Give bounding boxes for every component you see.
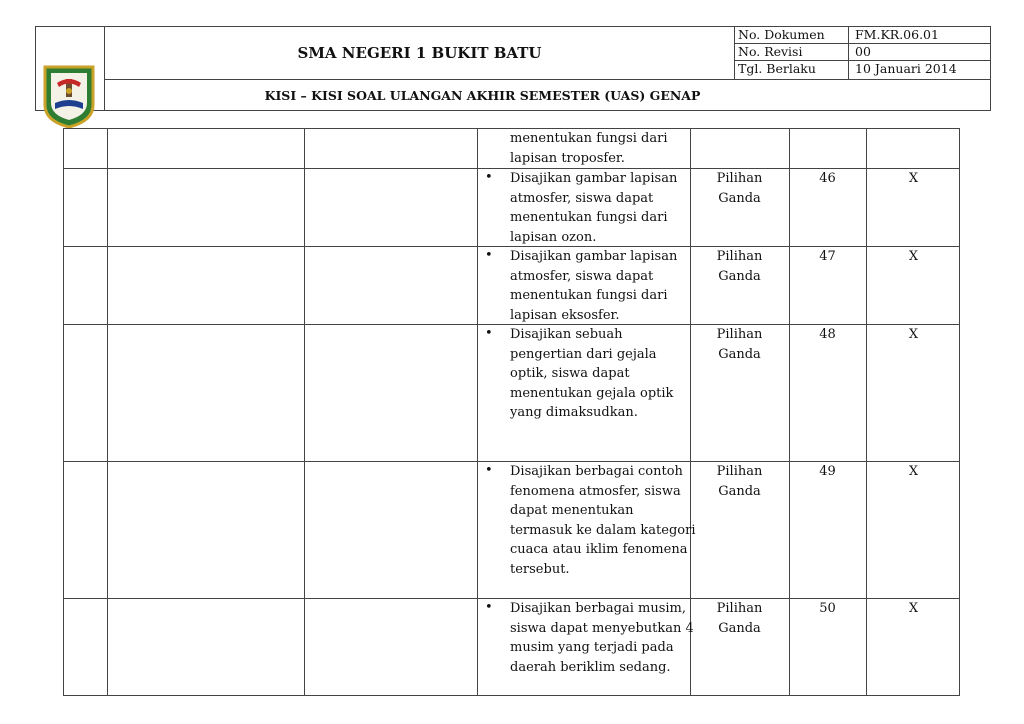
document-meta bbox=[734, 27, 991, 80]
question-mark: X bbox=[908, 249, 919, 264]
document-header bbox=[35, 26, 991, 111]
indicator-line: fenomena atmosfer, siswa bbox=[510, 483, 681, 499]
meta-row-document bbox=[735, 27, 991, 44]
indicator-line: atmosfer, siswa dapat bbox=[510, 190, 654, 206]
indicator-line: lapisan eksosfer. bbox=[510, 307, 620, 323]
indicator-line: termasuk ke dalam kategori bbox=[510, 522, 696, 538]
indicator-line: daerah beriklim sedang. bbox=[510, 659, 671, 675]
indicator-line: tersebut. bbox=[510, 561, 570, 577]
column-divider bbox=[107, 129, 108, 695]
column-divider bbox=[304, 129, 305, 695]
meta-row-revision bbox=[735, 44, 991, 61]
question-number: 50 bbox=[819, 601, 836, 616]
indicator-line: Disajikan gambar lapisan bbox=[510, 171, 678, 186]
indicator-line: yang dimaksudkan. bbox=[510, 405, 638, 421]
indicator-text bbox=[510, 247, 677, 325]
revision-value: 00 bbox=[855, 44, 871, 59]
indicator-text bbox=[510, 599, 694, 677]
document-subtitle bbox=[105, 80, 990, 110]
question-form: Pilihan Ganda bbox=[716, 464, 763, 499]
question-mark: X bbox=[908, 327, 919, 342]
question-mark: X bbox=[908, 171, 919, 186]
indicator-line: pengertian dari gejala bbox=[510, 346, 657, 362]
question-number: 47 bbox=[819, 249, 836, 264]
bullet-icon: • bbox=[485, 463, 493, 478]
effective-date-label: Tgl. Berlaku bbox=[735, 61, 849, 79]
logo-cell bbox=[36, 27, 105, 110]
question-form: Pilihan Ganda bbox=[716, 171, 763, 206]
indicator-text bbox=[510, 325, 673, 423]
indicator-text bbox=[510, 462, 695, 580]
question-grid-table bbox=[63, 128, 960, 696]
bullet-icon: • bbox=[485, 248, 493, 263]
revision-label: No. Revisi bbox=[735, 44, 849, 60]
indicator-line: menentukan gejala optik bbox=[510, 385, 674, 401]
doc-number-value: FM.KR.06.01 bbox=[855, 27, 939, 42]
indicator-line: Disajikan berbagai musim, bbox=[510, 601, 686, 616]
column-divider bbox=[477, 129, 478, 695]
indicator-line: Disajikan gambar lapisan bbox=[510, 249, 678, 264]
indicator-line: siswa dapat menyebutkan 4 bbox=[510, 620, 694, 636]
question-form: Pilihan Ganda bbox=[716, 327, 763, 362]
bullet-icon: • bbox=[485, 600, 493, 615]
indicator-line: lapisan ozon. bbox=[510, 229, 597, 245]
indicator-line: atmosfer, siswa dapat bbox=[510, 268, 654, 284]
indicator-line: Disajikan sebuah bbox=[510, 327, 623, 342]
effective-date-value: 10 Januari 2014 bbox=[855, 61, 957, 76]
question-mark: X bbox=[908, 464, 919, 479]
indicator-line: menentukan fungsi dari bbox=[510, 288, 668, 304]
indicator-line: musim yang terjadi pada bbox=[510, 640, 674, 656]
question-form: Pilihan Ganda bbox=[716, 249, 763, 284]
question-number: 46 bbox=[819, 171, 836, 186]
bullet-icon: • bbox=[485, 326, 493, 341]
indicator-text bbox=[510, 129, 667, 168]
indicator-text bbox=[510, 169, 677, 247]
bullet-icon: • bbox=[485, 170, 493, 185]
question-number: 49 bbox=[819, 464, 836, 479]
indicator-line: dapat menentukan bbox=[510, 503, 634, 519]
indicator-line: menentukan fungsi dari bbox=[510, 210, 668, 226]
question-form: Pilihan Ganda bbox=[716, 601, 763, 636]
indicator-line: menentukan fungsi dari bbox=[510, 131, 668, 146]
indicator-line: optik, siswa dapat bbox=[510, 366, 630, 382]
question-mark: X bbox=[908, 601, 919, 616]
meta-row-date bbox=[735, 61, 991, 79]
subtitle-text: KISI – KISI SOAL ULANGAN AKHIR SEMESTER (UAS) GENAP bbox=[264, 87, 701, 103]
school-name: SMA NEGERI 1 BUKIT BATU bbox=[105, 27, 734, 80]
indicator-line: Disajikan berbagai contoh bbox=[510, 464, 683, 479]
doc-number-label: No. Dokumen bbox=[735, 27, 849, 43]
indicator-line: lapisan troposfer. bbox=[510, 150, 625, 166]
school-logo-icon bbox=[41, 63, 97, 129]
question-number: 48 bbox=[819, 327, 836, 342]
indicator-line: cuaca atau iklim fenomena bbox=[510, 542, 688, 558]
